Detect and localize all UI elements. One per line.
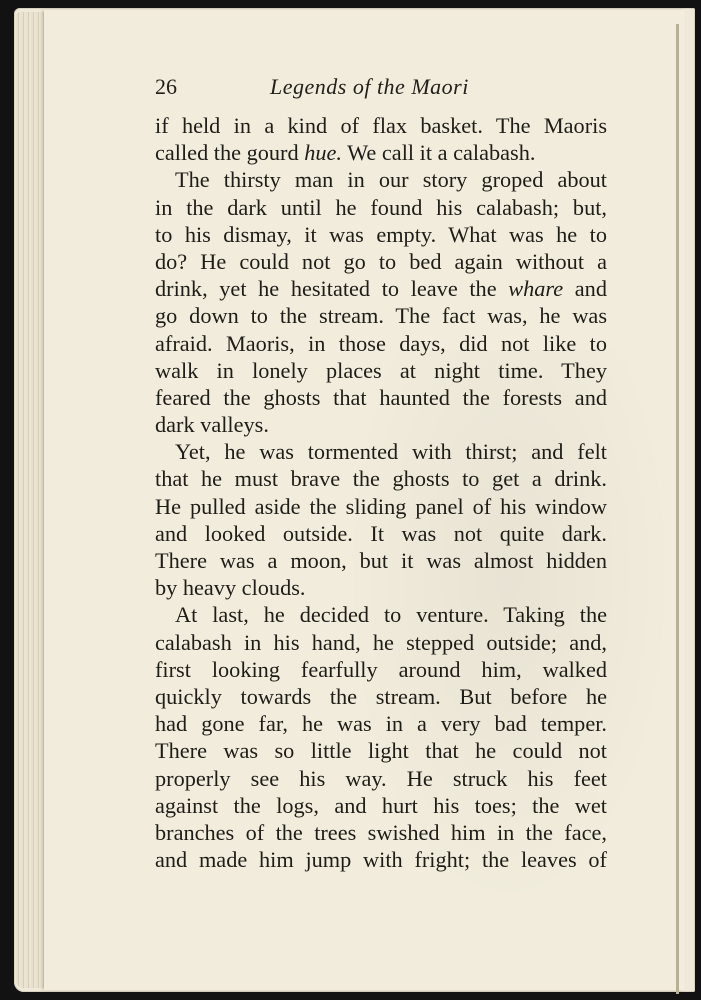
text-line: do? He could not go to bed again without a — [155, 248, 607, 274]
text-line: properly see his way. He struck his feet — [155, 765, 607, 791]
text-line: first looking fearfully around him, walked — [155, 656, 607, 682]
text-line: that he must brave the ghosts to get a drink. — [155, 466, 607, 492]
text-line: There was so little light that he could not — [155, 738, 607, 764]
running-title: Legends of the Maori — [270, 74, 469, 99]
text-line: in the dark until he found his calabash; but, — [155, 194, 607, 220]
text-line: had gone far, he was in a very bad temper. — [155, 711, 607, 737]
text-line: drink, yet he hesitated to leave the whare and — [155, 276, 607, 302]
text-line: called the gourd hue. We call it a calabash. — [155, 140, 536, 166]
text-line: Yet, he was tormented with thirst; and felt — [175, 439, 607, 465]
text-line: calabash in his hand, he stepped outside; and, — [155, 629, 607, 655]
text-line: feared the ghosts that haunted the forests and — [155, 384, 607, 410]
text-line: against the logs, and hurt his toes; the wet — [155, 792, 607, 818]
text-line: dark valleys. — [155, 412, 269, 438]
text-line: afraid. Maoris, in those days, did not like to — [155, 330, 607, 356]
text-line: At last, he decided to venture. Taking the — [175, 602, 607, 628]
text-line: and made him jump with fright; the leaves of — [155, 847, 607, 873]
text-line: if held in a kind of flax basket. The Maoris — [155, 113, 607, 138]
gutter-edge — [676, 24, 679, 994]
text-line: He pulled aside the sliding panel of his window — [155, 493, 607, 519]
text-line: quickly towards the stream. But before he — [155, 683, 607, 709]
text-line: go down to the stream. The fact was, he was — [155, 303, 607, 329]
body-text — [155, 112, 607, 873]
text-line: walk in lonely places at night time. They — [155, 357, 607, 383]
text-line: to his dismay, it was empty. What was he to — [155, 221, 607, 247]
running-head — [155, 74, 615, 108]
text-line: and looked outside. It was not quite dark. — [155, 520, 607, 546]
text-line: The thirsty man in our story groped about — [175, 167, 607, 193]
text-line: branches of the trees swished him in the face, — [155, 819, 607, 845]
page-number: 26 — [155, 74, 177, 99]
text-line: by heavy clouds. — [155, 575, 306, 601]
text-line: There was a moon, but it was almost hidden — [155, 548, 607, 573]
